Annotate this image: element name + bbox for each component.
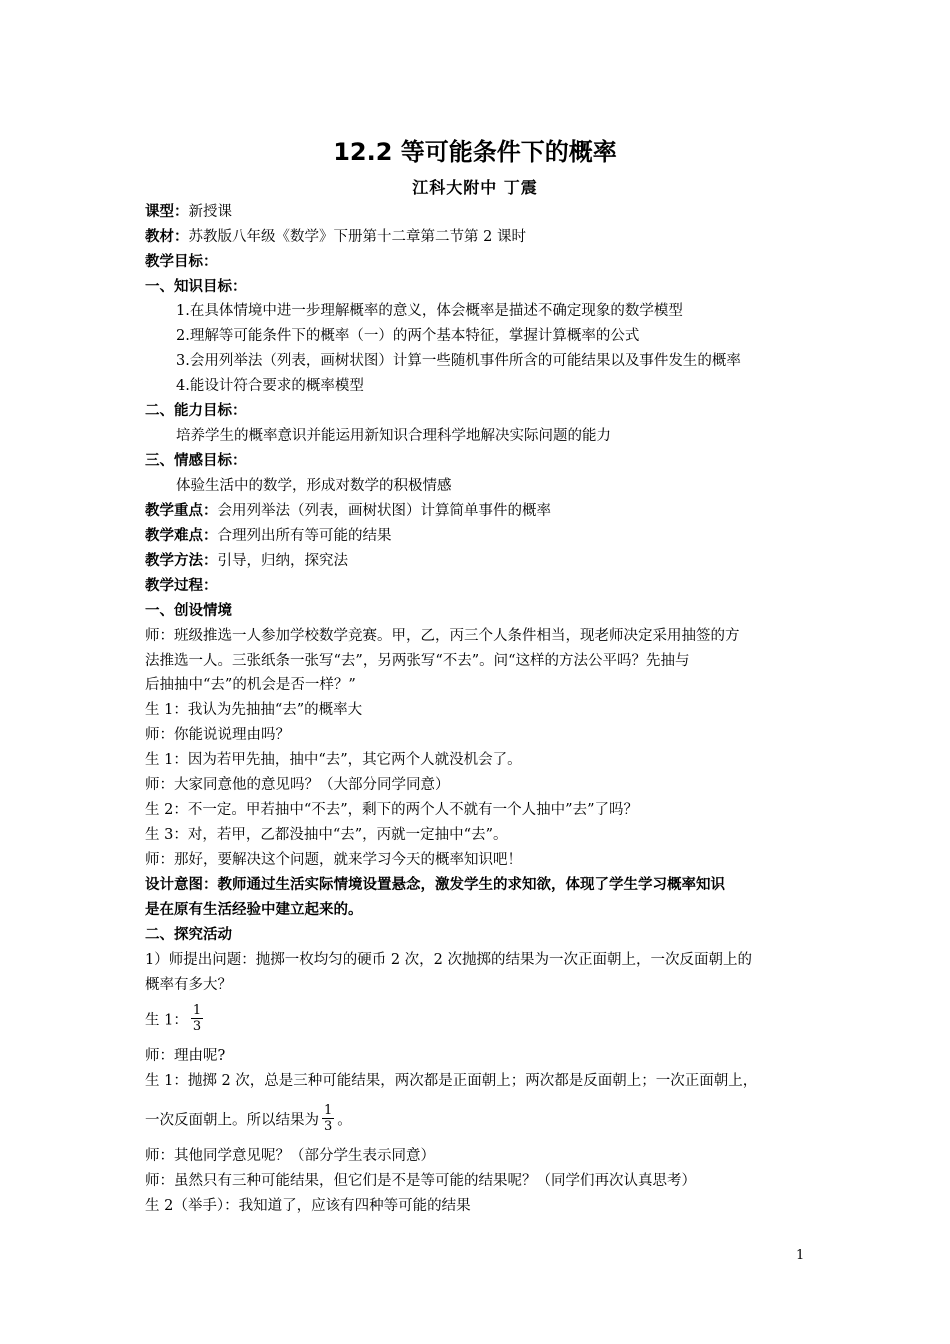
dialogue-line: 生 1：我认为先抽抽“去”的概率大 bbox=[145, 702, 363, 718]
design-intent-line: 是在原有生活经验中建立起来的。 bbox=[145, 902, 363, 918]
knowledge-item: 3.会用列举法（列表，画树状图）计算一些随机事件所含的可能结果以及事件发生的概率 bbox=[176, 353, 741, 369]
method-label: 教学方法 bbox=[145, 553, 203, 569]
textbook-value: 苏教版八年级《数学》下册第十二章第二节第 2 课时 bbox=[188, 229, 526, 245]
dialogue-line: 后抽抽中“去”的机会是否一样？” bbox=[145, 677, 356, 693]
student1-answer-prefix: 生 1： bbox=[145, 1012, 188, 1029]
dialogue-line: 师：其他同学意见呢？（部分学生表示同意） bbox=[145, 1148, 435, 1164]
fraction-numerator: 1 bbox=[324, 1103, 333, 1118]
question-line: 1）师提出问题：抛掷一枚均匀的硬币 2 次，2 次抛掷的结果为一次正面朝上，一次反面朝上的 bbox=[145, 952, 752, 968]
page-number: 1 bbox=[796, 1248, 805, 1263]
reason-prefix: 一次反面朝上。所以结果为 bbox=[145, 1112, 319, 1129]
emotion-text: 体验生活中的数学，形成对数学的积极情感 bbox=[176, 478, 452, 494]
key-point-value: 会用列举法（列表，画树状图）计算简单事件的概率 bbox=[217, 503, 551, 519]
design-intent-line: 设计意图：教师通过生活实际情境设置悬念，激发学生的求知欲，体现了学生学习概率知识 bbox=[145, 877, 725, 893]
dialogue-line: 师：班级推选一人参加学校数学竞赛。甲，乙，丙三个人条件相当，现老师决定采用抽签的方 bbox=[145, 628, 740, 644]
fraction-one-third bbox=[191, 1003, 203, 1034]
dialogue-line: 生 2：不一定。甲若抽中“不去”，剩下的两个人不就有一个人抽中”去”了吗？ bbox=[145, 802, 638, 818]
objectives-heading: 教学目标： bbox=[145, 254, 218, 270]
student1-reason-line bbox=[145, 1105, 815, 1136]
author-line: 江科大附中 丁震 bbox=[412, 178, 538, 197]
dialogue-line: 生 1：因为若甲先抽，抽中“去”，其它两个人就没机会了。 bbox=[145, 752, 522, 768]
difficulty-line: 教学难点：合理列出所有等可能的结果 bbox=[145, 528, 392, 544]
dialogue-line: 法推选一人。三张纸条一张写“去”，另两张写“不去”。问“这样的方法公平吗？先抽与 bbox=[145, 653, 690, 669]
fraction-numerator: 1 bbox=[192, 1003, 202, 1018]
fraction-denominator: 3 bbox=[192, 1019, 202, 1034]
teacher-why-line: 师：理由呢? bbox=[145, 1048, 226, 1064]
page-title: 12.2 等可能条件下的概率 bbox=[333, 138, 617, 166]
student1-reason-line: 生 1：抛掷 2 次，总是三种可能结果，两次都是正面朝上；两次都是反面朝上；一次正面朝上， bbox=[145, 1073, 758, 1089]
fraction-denominator: 3 bbox=[324, 1119, 333, 1134]
method-value: 引导，归纳，探究法 bbox=[217, 553, 348, 569]
knowledge-item: 2.理解等可能条件下的概率（一）的两个基本特征，掌握计算概率的公式 bbox=[176, 328, 640, 344]
key-point-line: 教学重点：会用列举法（列表，画树状图）计算简单事件的概率 bbox=[145, 503, 551, 519]
dialogue-line: 师：那好，要解决这个问题，就来学习今天的概率知识吧！ bbox=[145, 852, 522, 868]
question-line: 概率有多大？ bbox=[145, 977, 232, 993]
emotion-heading: 三、情感目标： bbox=[145, 453, 247, 469]
course-type-line: 课型：新授课 bbox=[145, 204, 232, 220]
course-type-label: 课型 bbox=[145, 204, 174, 220]
difficulty-value: 合理列出所有等可能的结果 bbox=[217, 528, 392, 544]
dialogue-line: 师：大家同意他的意见吗？（大部分同学同意） bbox=[145, 777, 450, 793]
process-heading: 教学过程： bbox=[145, 578, 218, 594]
ability-heading: 二、能力目标： bbox=[145, 403, 247, 419]
key-point-label: 教学重点 bbox=[145, 503, 203, 519]
dialogue-line: 师：虽然只有三种可能结果，但它们是不是等可能的结果呢？（同学们再次认真思考） bbox=[145, 1173, 696, 1189]
method-line: 教学方法：引导，归纳，探究法 bbox=[145, 553, 348, 569]
knowledge-item: 4.能设计符合要求的概率模型 bbox=[176, 378, 364, 394]
student1-answer-line bbox=[145, 1005, 815, 1036]
ability-text: 培养学生的概率意识并能运用新知识合理科学地解决实际问题的能力 bbox=[176, 428, 611, 444]
textbook-label: 教材 bbox=[145, 229, 174, 245]
difficulty-label: 教学难点 bbox=[145, 528, 203, 544]
fraction-one-third bbox=[322, 1103, 334, 1134]
knowledge-item: 1.在具体情境中进一步理解概率的意义，体会概率是描述不确定现象的数学模型 bbox=[176, 303, 683, 319]
reason-suffix: 。 bbox=[337, 1112, 352, 1129]
course-type-value: 新授课 bbox=[188, 204, 232, 220]
section2-heading: 二、探究活动 bbox=[145, 927, 232, 943]
knowledge-heading: 一、知识目标： bbox=[145, 279, 247, 295]
dialogue-line: 生 2（举手）：我知道了，应该有四种等可能的结果 bbox=[145, 1198, 471, 1214]
dialogue-line: 生 3：对，若甲，乙都没抽中“去”，丙就一定抽中“去”。 bbox=[145, 827, 508, 843]
section1-heading: 一、创设情境 bbox=[145, 603, 232, 619]
dialogue-line: 师：你能说说理由吗？ bbox=[145, 727, 290, 743]
textbook-line: 教材：苏教版八年级《数学》下册第十二章第二节第 2 课时 bbox=[145, 229, 526, 245]
